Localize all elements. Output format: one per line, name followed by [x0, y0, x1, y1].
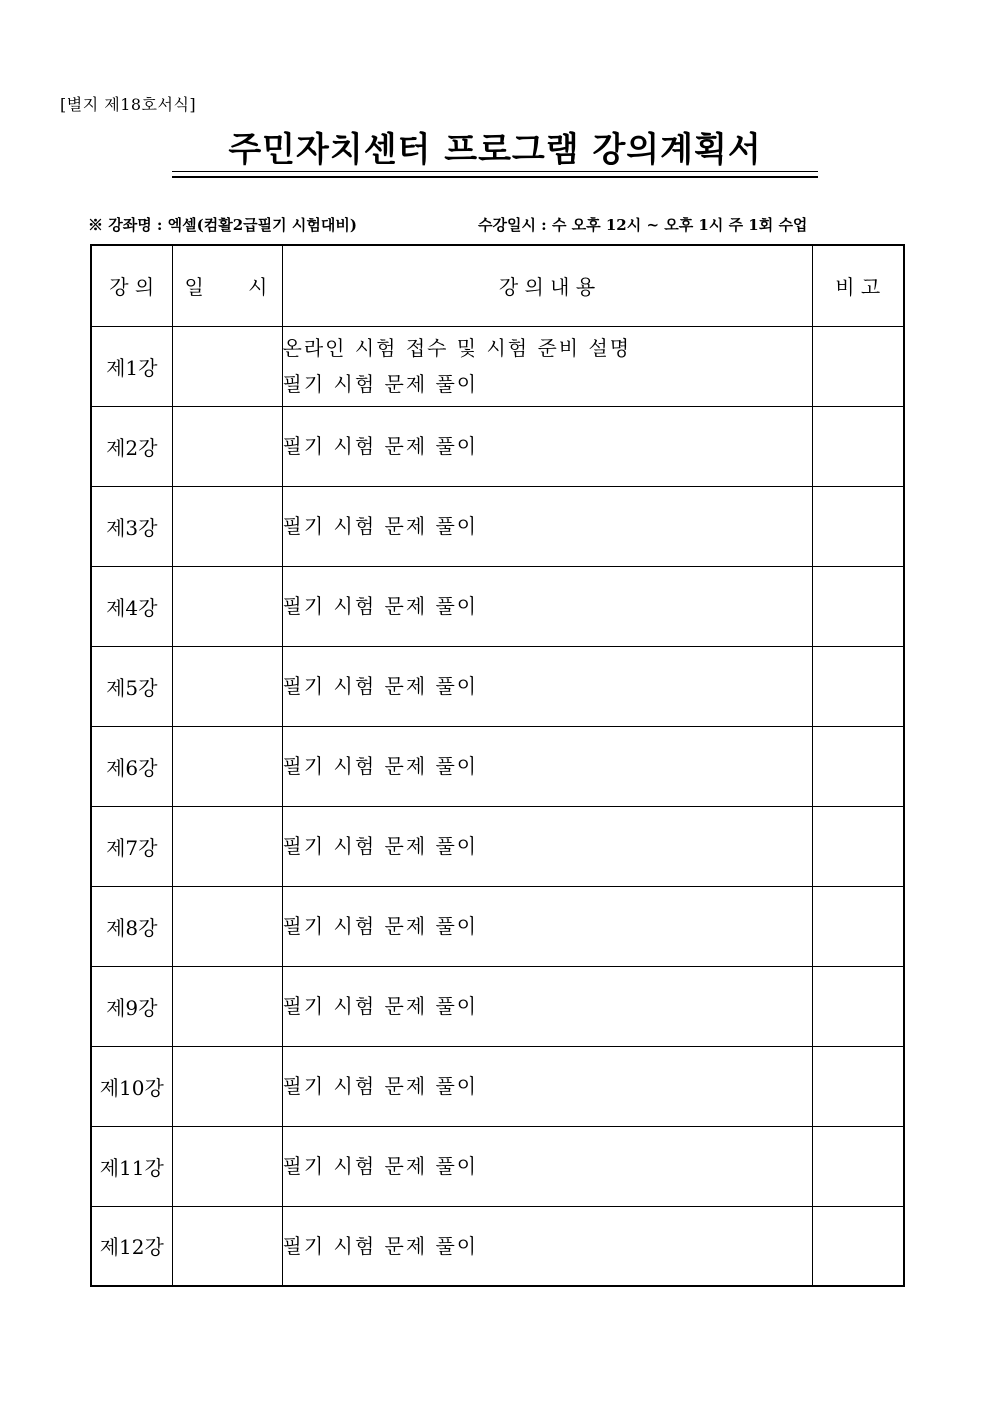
lecture-content-cell: [282, 1206, 812, 1286]
document-title: 주민자치센터 프로그램 강의계획서: [228, 130, 762, 170]
lecture-note-cell[interactable]: [812, 1206, 904, 1286]
lecture-content-line: 필기 시험 문제 풀이: [282, 994, 479, 1018]
table-body: [91, 326, 904, 1286]
lecture-date-cell[interactable]: [172, 1126, 282, 1206]
header-content: 강 의 내 용: [282, 245, 812, 326]
title-underline: [172, 171, 818, 178]
lecture-note-cell[interactable]: [812, 966, 904, 1046]
lecture-number-cell: 제1강: [91, 326, 172, 406]
lecture-number-cell: 제6강: [91, 726, 172, 806]
lecture-plan-table: [90, 244, 905, 1287]
lecture-note-cell[interactable]: [812, 486, 904, 566]
course-name-info: ※ 강좌명 : 엑셀(컴활2급필기 시험대비): [88, 216, 357, 234]
lecture-content-line: 필기 시험 문제 풀이: [282, 594, 479, 618]
lecture-content-line: 온라인 시험 접수 및 시험 준비 설명: [282, 336, 632, 360]
lecture-number-cell: 제12강: [91, 1206, 172, 1286]
header-date-part1: 일: [184, 275, 204, 300]
table-row: [91, 726, 904, 806]
form-number-label: [별지 제18호서식]: [60, 95, 197, 114]
lecture-content-cell: [282, 886, 812, 966]
lecture-note-cell[interactable]: [812, 806, 904, 886]
lecture-number-cell: 제3강: [91, 486, 172, 566]
lecture-note-cell[interactable]: [812, 726, 904, 806]
lecture-content-cell: [282, 406, 812, 486]
table-row: [91, 486, 904, 566]
lecture-content-line: 필기 시험 문제 풀이: [282, 674, 479, 698]
lecture-content-line: 필기 시험 문제 풀이: [282, 514, 479, 538]
lecture-note-cell[interactable]: [812, 646, 904, 726]
lecture-note-cell[interactable]: [812, 1126, 904, 1206]
lecture-note-cell[interactable]: [812, 1046, 904, 1126]
lecture-content-cell: [282, 646, 812, 726]
lecture-content-line: 필기 시험 문제 풀이: [282, 1074, 479, 1098]
table-row: [91, 1206, 904, 1286]
lecture-number-cell: 제2강: [91, 406, 172, 486]
lecture-date-cell[interactable]: [172, 806, 282, 886]
table-row: [91, 1046, 904, 1126]
lecture-date-cell[interactable]: [172, 406, 282, 486]
schedule-info: 수강일시 : 수 오후 12시 ~ 오후 1시 주 1회 수업: [478, 216, 808, 234]
header-date-part2: 시: [248, 275, 268, 300]
lecture-content-line: 필기 시험 문제 풀이: [282, 834, 479, 858]
table-row: [91, 806, 904, 886]
lecture-content-line: 필기 시험 문제 풀이: [282, 1233, 479, 1258]
header-date: [172, 245, 282, 326]
lecture-date-cell[interactable]: [172, 726, 282, 806]
lecture-content-line: 필기 시험 문제 풀이: [282, 754, 479, 778]
lecture-content-line: 필기 시험 문제 풀이: [282, 1154, 479, 1178]
lecture-number-cell: 제5강: [91, 646, 172, 726]
lecture-date-cell[interactable]: [172, 566, 282, 646]
table-row: [91, 326, 904, 406]
lecture-content-cell: [282, 806, 812, 886]
lecture-number-cell: 제7강: [91, 806, 172, 886]
lecture-content-cell: [282, 566, 812, 646]
lecture-content-cell: [282, 326, 812, 406]
lecture-date-cell[interactable]: [172, 1046, 282, 1126]
lecture-number-cell: 제10강: [91, 1046, 172, 1126]
lecture-content-cell: [282, 966, 812, 1046]
lecture-note-cell[interactable]: [812, 886, 904, 966]
lecture-note-cell[interactable]: [812, 566, 904, 646]
table-row: [91, 1126, 904, 1206]
lecture-content-cell: [282, 1126, 812, 1206]
lecture-note-cell[interactable]: [812, 406, 904, 486]
header-lecture: 강 의: [91, 245, 172, 326]
table-row: [91, 886, 904, 966]
lecture-number-cell: 제11강: [91, 1126, 172, 1206]
lecture-content-cell: [282, 726, 812, 806]
lecture-number-cell: 제8강: [91, 886, 172, 966]
lecture-content-cell: [282, 1046, 812, 1126]
table-row: [91, 406, 904, 486]
lecture-date-cell[interactable]: [172, 326, 282, 406]
lecture-content-line: 필기 시험 문제 풀이: [282, 372, 479, 396]
header-note: 비 고: [812, 245, 904, 326]
lecture-date-cell[interactable]: [172, 1206, 282, 1286]
lecture-content-line: 필기 시험 문제 풀이: [282, 914, 479, 938]
lecture-number-cell: 제4강: [91, 566, 172, 646]
table-row: [91, 966, 904, 1046]
lecture-date-cell[interactable]: [172, 886, 282, 966]
lecture-number-cell: 제9강: [91, 966, 172, 1046]
lecture-date-cell[interactable]: [172, 486, 282, 566]
lecture-content-line: 필기 시험 문제 풀이: [282, 434, 479, 458]
table-row: [91, 646, 904, 726]
lecture-note-cell[interactable]: [812, 326, 904, 406]
lecture-date-cell[interactable]: [172, 966, 282, 1046]
table-row: [91, 566, 904, 646]
table-header-row: [91, 245, 904, 326]
lecture-date-cell[interactable]: [172, 646, 282, 726]
lecture-content-cell: [282, 486, 812, 566]
